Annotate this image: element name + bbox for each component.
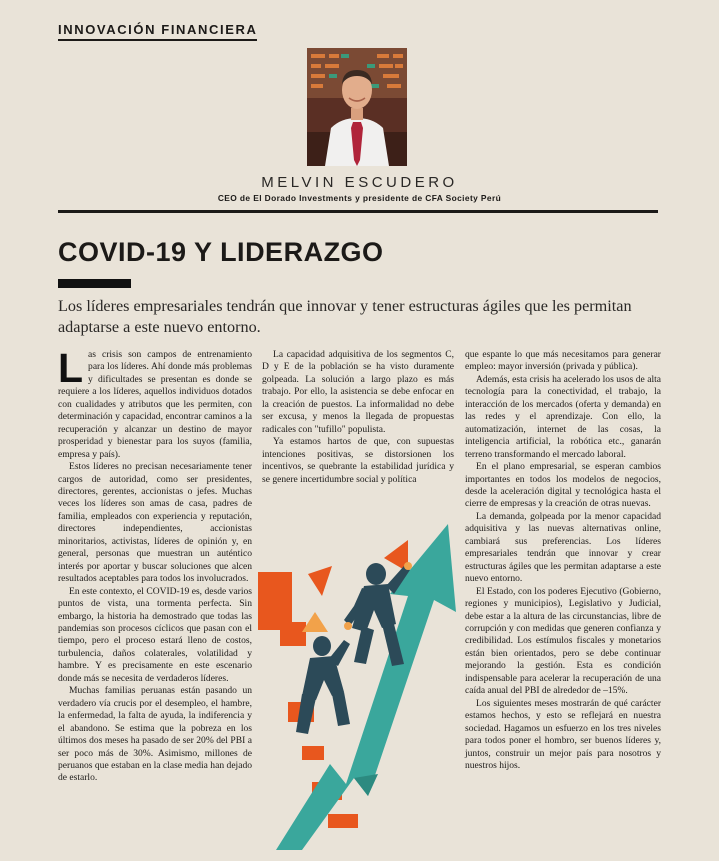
- paragraph: que espante lo que más necesitamos para generar empleo: mayor inversión (privada y pública).: [465, 349, 661, 373]
- article-lede: Los líderes empresariales tendrán que innovar y tener estructuras ágiles que les permitan adaptarse a este nuevo entorno.: [58, 297, 632, 336]
- text-column-3: [465, 349, 661, 772]
- paragraph: Los siguientes meses mostrarán de qué carácter estamos hechos, y esto se reflejará en nuestra sociedad. Hagamos un esfuerzo en los tres niveles para todos poner el hombro, ser buenos líderes y, juntos, construir un mejor país para nosotros y nuestros hijos.: [465, 697, 661, 771]
- author-photo: [307, 48, 407, 166]
- section-label: INNOVACIÓN FINANCIERA: [58, 22, 257, 41]
- paragraph: En el plano empresarial, se esperan cambios importantes en todos los modelos de negocios, desde la aceleración digital y tecnológica hasta el cierre de empresas y la creación de otras nuevas.: [465, 461, 661, 510]
- paragraph: Además, esta crisis ha acelerado los usos de alta tecnología para la conectividad, el trabajo, la interacción de los mercados (oferta y demanda) en las redes y el aprendizaje. Con ello, la automatización, internet de las cosas, la inteligencia artificial, la robótica etc., ganarán terreno transformando el mercado laboral.: [465, 373, 661, 460]
- paragraph: Las crisis son campos de entrenamiento para los líderes. Ahí donde más problemas y dificultades se presentan es donde se requiere a los líderes, aquellos individuos dotados con cualidades y atributos que les permiten, con determinación y capacidad, encontrar caminos a la recuperación y alcanzar un destino de mayor prosperidad y bienestar para los suyos (familia, empresa y país).: [58, 345, 252, 460]
- article-title: COVID-19 Y LIDERAZGO: [58, 237, 384, 267]
- text-column-2: [262, 349, 454, 486]
- paragraph: El Estado, con los poderes Ejecutivo (Gobierno, regiones y municipios), Legislativo y Judicial, debe estar a la altura de las circunstancias, libre de corrupción y con medidas que generen confianza y credibilidad. Los estímulos fiscales y monetarios están bien orientados, pero se debe continuar mejorando la gestión. Esta es condición indispensable para acelerar la recuperación de una caída anual del PBI de alrededor de –15%.: [465, 585, 661, 697]
- paragraph: Ya estamos hartos de que, con supuestas intenciones positivas, se distorsionen los incentivos, se quebrante la estabilidad jurídica y se genere incertidumbre social y política: [262, 436, 454, 485]
- author-role: CEO de El Dorado Investments y presidente de CFA Society Perú: [217, 193, 502, 203]
- paragraph: En este contexto, el COVID-19 es, desde varios puntos de vista, una tormenta perfecta. Sin embargo, la historia ha demostrado que todas las pandemias son procesos cíclicos que pasan con el tiempo, pero el proceso estará lleno de costos, turbulencia, daños colaterales, volatilidad y hambre. Y es precisamente en este escenario donde más se necesita de verdaderos líderes.: [58, 585, 252, 684]
- paragraph: Muchas familias peruanas están pasando un verdadero vía crucis por el desempleo, el hambre, la enfermedad, la falta de ayuda, la indiferencia y el abandono. Se estima que la pobreza en los últimos dos meses ha pasado de ser 20% del PBI a ser poco más de 30%. Asimismo, millones de peruanos que estaban en la clase media han dejado de estarlo.: [58, 685, 252, 784]
- paragraph: La demanda, golpeada por la menor capacidad adquisitiva y las nuevas alternativas online, cambiará sus preferencias. Los líderes empresariales tendrán que innovar y crear estructuras ágiles que les permitan adaptarse a este nuevo entorno.: [465, 510, 661, 585]
- paragraph: La capacidad adquisitiva de los segmentos C, D y E de la población se ha visto duramente golpeada. La solución a largo plazo es más trabajo. Por ello, la asistencia se debe enfocar en la creación de puestos. La informalidad no debe ser excusa, y menos la llegada de propuestas radicales con "tufillo" populista.: [262, 349, 454, 435]
- title-accent-bar: [58, 279, 131, 288]
- header-divider: [58, 210, 658, 213]
- drop-cap: L: [58, 345, 84, 391]
- text-column-1: [58, 345, 252, 785]
- leadership-illustration: [258, 514, 462, 850]
- author-name: MELVIN ESCUDERO: [261, 174, 458, 191]
- paragraph: Estos líderes no precisan necesariamente tener cargos de autoridad, como ser presidentes, directores, gerentes, accionistas o jefes. Muchas veces los líderes son amas de casa, padres de familia, empleados con experiencia y reputación, directores independientes, accionistas minoritarios, activistas, líderes de opinión y, en general, personas que muestran un auténtico interés por aportar y buscar soluciones que alcen resultados aceptables para todos los involucrados.: [58, 461, 252, 585]
